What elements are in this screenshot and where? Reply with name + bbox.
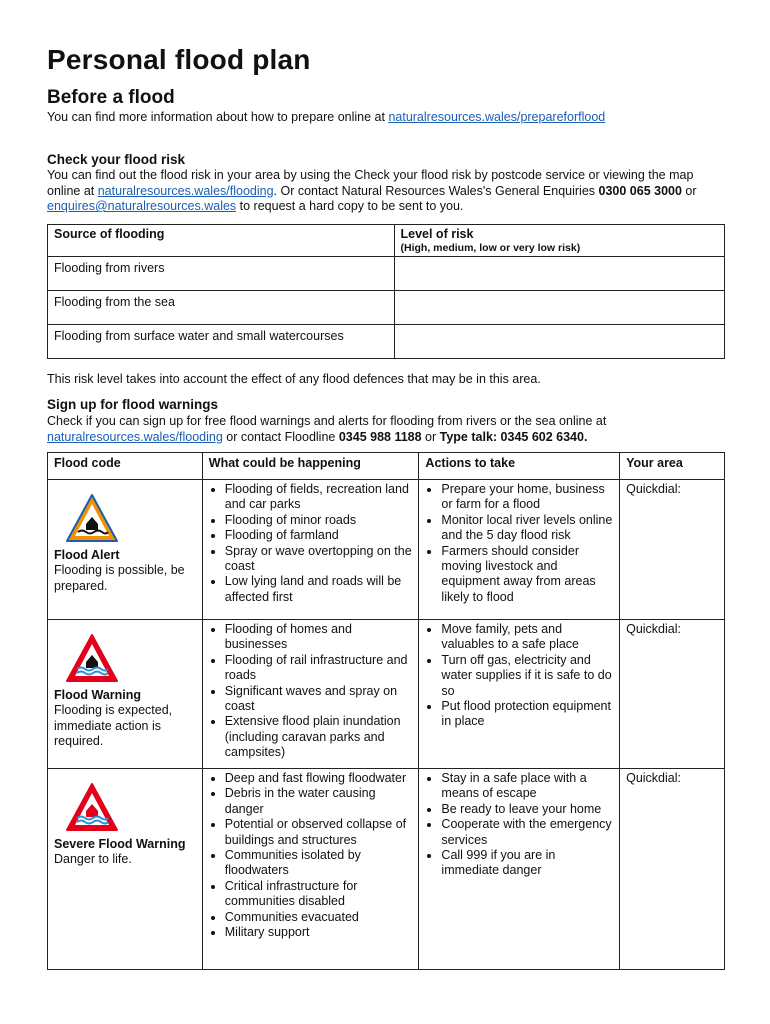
list-item: • Debris in the water causing danger — [225, 786, 413, 817]
your-area-cell[interactable]: Quickdial: — [620, 480, 725, 620]
list-item: • Communities isolated by floodwaters — [225, 848, 413, 879]
risk-level-input[interactable] — [394, 291, 725, 325]
flood-alert-icon — [64, 492, 120, 544]
your-area-cell[interactable]: Quickdial: — [620, 769, 725, 970]
flood-code-cell — [48, 480, 203, 620]
list-item: • Low lying land and roads will be affected first — [225, 574, 413, 605]
check-risk-heading: Check your flood risk — [47, 152, 186, 167]
warn-table-header — [48, 453, 725, 480]
col-flood-code: Flood code — [48, 453, 203, 480]
list-item: • Turn off gas, electricity and water supplies if it is safe to do so — [441, 653, 613, 699]
table-row — [48, 291, 725, 325]
list-item: • Spray or wave overtopping on the coast — [225, 544, 413, 575]
list-item: • Flooding of minor roads — [225, 513, 413, 528]
flood-code-title: Flood Warning — [54, 688, 142, 702]
signup-text: Check if you can sign up for free flood warnings and alerts for flooding from rivers or the sea online at naturalresources.wales/flooding or contact Floodline 0345 988 1188 or Type talk: 0345 602 6340. — [47, 414, 607, 444]
list-item: • Stay in a safe place with a means of escape — [441, 771, 613, 802]
enquiries-phone: 0300 065 3000 — [598, 183, 682, 198]
risk-source-cell: Flooding from the sea — [48, 291, 395, 325]
your-area-cell[interactable]: Quickdial: — [620, 620, 725, 769]
list-item: • Flooding of farmland — [225, 528, 413, 543]
actions-cell — [419, 769, 620, 970]
risk-note: This risk level takes into account the effect of any flood defences that may be in this area. — [47, 372, 541, 386]
list-item: • Call 999 if you are in immediate danger — [441, 848, 613, 879]
col-your-area: Your area — [620, 453, 725, 480]
list-item: • Prepare your home, business or farm for a flood — [441, 482, 613, 513]
list-item: • Military support — [225, 925, 413, 940]
flood-code-desc: Danger to life. — [54, 852, 132, 867]
flood-code-cell — [48, 769, 203, 970]
list-item: • Put flood protection equipment in place — [441, 699, 613, 730]
flood-warnings-link[interactable]: naturalresources.wales/flooding — [47, 429, 223, 444]
flood-warning-icon — [64, 632, 120, 684]
list-item: • Significant waves and spray on coast — [225, 684, 413, 715]
flooding-map-link[interactable]: naturalresources.wales/flooding — [97, 183, 274, 198]
severe-flood-warning-icon — [64, 781, 120, 833]
happening-cell — [202, 769, 419, 970]
list-item: • Flooding of homes and businesses — [225, 622, 413, 653]
list-item: • Monitor local river levels online and the 5 day flood risk — [441, 513, 613, 544]
before-flood-heading: Before a flood — [47, 87, 175, 108]
floodline-number: 0345 988 1188 — [338, 429, 422, 444]
table-row — [48, 620, 725, 769]
flood-code-title: Flood Alert — [54, 548, 120, 562]
risk-source-cell: Flooding from rivers — [48, 257, 395, 291]
risk-table-header — [48, 225, 725, 257]
list-item: • Cooperate with the emergency services — [441, 817, 613, 848]
signup-heading: Sign up for flood warnings — [47, 397, 218, 412]
list-item: • Flooding of fields, recreation land and car parks — [225, 482, 413, 513]
list-item: • Communities evacuated — [225, 910, 413, 925]
risk-col-level: Level of risk (High, medium, low or very low risk) — [394, 225, 725, 257]
table-row — [48, 257, 725, 291]
risk-source-cell: Flooding from surface water and small watercourses — [48, 325, 395, 359]
risk-level-input[interactable] — [394, 325, 725, 359]
table-row — [48, 325, 725, 359]
risk-table — [47, 224, 725, 359]
flood-code-desc: Flooding is expected, immediate action is required. — [54, 703, 173, 749]
flood-code-cell — [48, 620, 203, 769]
list-item: • Potential or observed collapse of buildings and structures — [225, 817, 413, 848]
col-actions: Actions to take — [419, 453, 620, 480]
check-risk-text: You can find out the flood risk in your area by using the Check your flood risk by postcode service or viewing the map online at naturalresources.wales/flooding. Or contact Natural Resources Wales's General Enquiries 0300 065 3000 or enquires@naturalresources.wales to request a hard copy to be sent to you. — [47, 168, 697, 213]
enquiries-email-link[interactable]: enquires@naturalresources.wales — [47, 199, 237, 213]
list-item: • Move family, pets and valuables to a safe place — [441, 622, 613, 653]
list-item: • Flooding of rail infrastructure and roads — [225, 653, 413, 684]
risk-col-source: Source of flooding — [48, 225, 395, 257]
list-item: • Critical infrastructure for communities disabled — [225, 879, 413, 910]
happening-cell — [202, 480, 419, 620]
list-item: • Extensive flood plain inundation (including caravan parks and campsites) — [225, 714, 413, 760]
col-happening: What could be happening — [202, 453, 419, 480]
list-item: • Deep and fast flowing floodwater — [225, 771, 413, 786]
flood-code-title: Severe Flood Warning — [54, 837, 186, 851]
typetalk-number: Type talk: 0345 602 6340. — [439, 429, 588, 444]
page-title: Personal flood plan — [47, 44, 311, 75]
table-row — [48, 769, 725, 970]
list-item: • Farmers should consider moving livestock and equipment away from areas likely to flood — [441, 544, 613, 606]
flood-code-desc: Flooding is possible, be prepared. — [54, 563, 185, 593]
before-flood-intro: You can find more information about how to prepare online at naturalresources.wales/prepareforflood — [47, 110, 606, 124]
risk-level-input[interactable] — [394, 257, 725, 291]
actions-cell — [419, 620, 620, 769]
happening-cell — [202, 620, 419, 769]
actions-cell — [419, 480, 620, 620]
list-item: • Be ready to leave your home — [441, 802, 613, 817]
prepare-link[interactable]: naturalresources.wales/prepareforflood — [388, 110, 606, 124]
flood-warning-table — [47, 452, 725, 970]
table-row — [48, 480, 725, 620]
